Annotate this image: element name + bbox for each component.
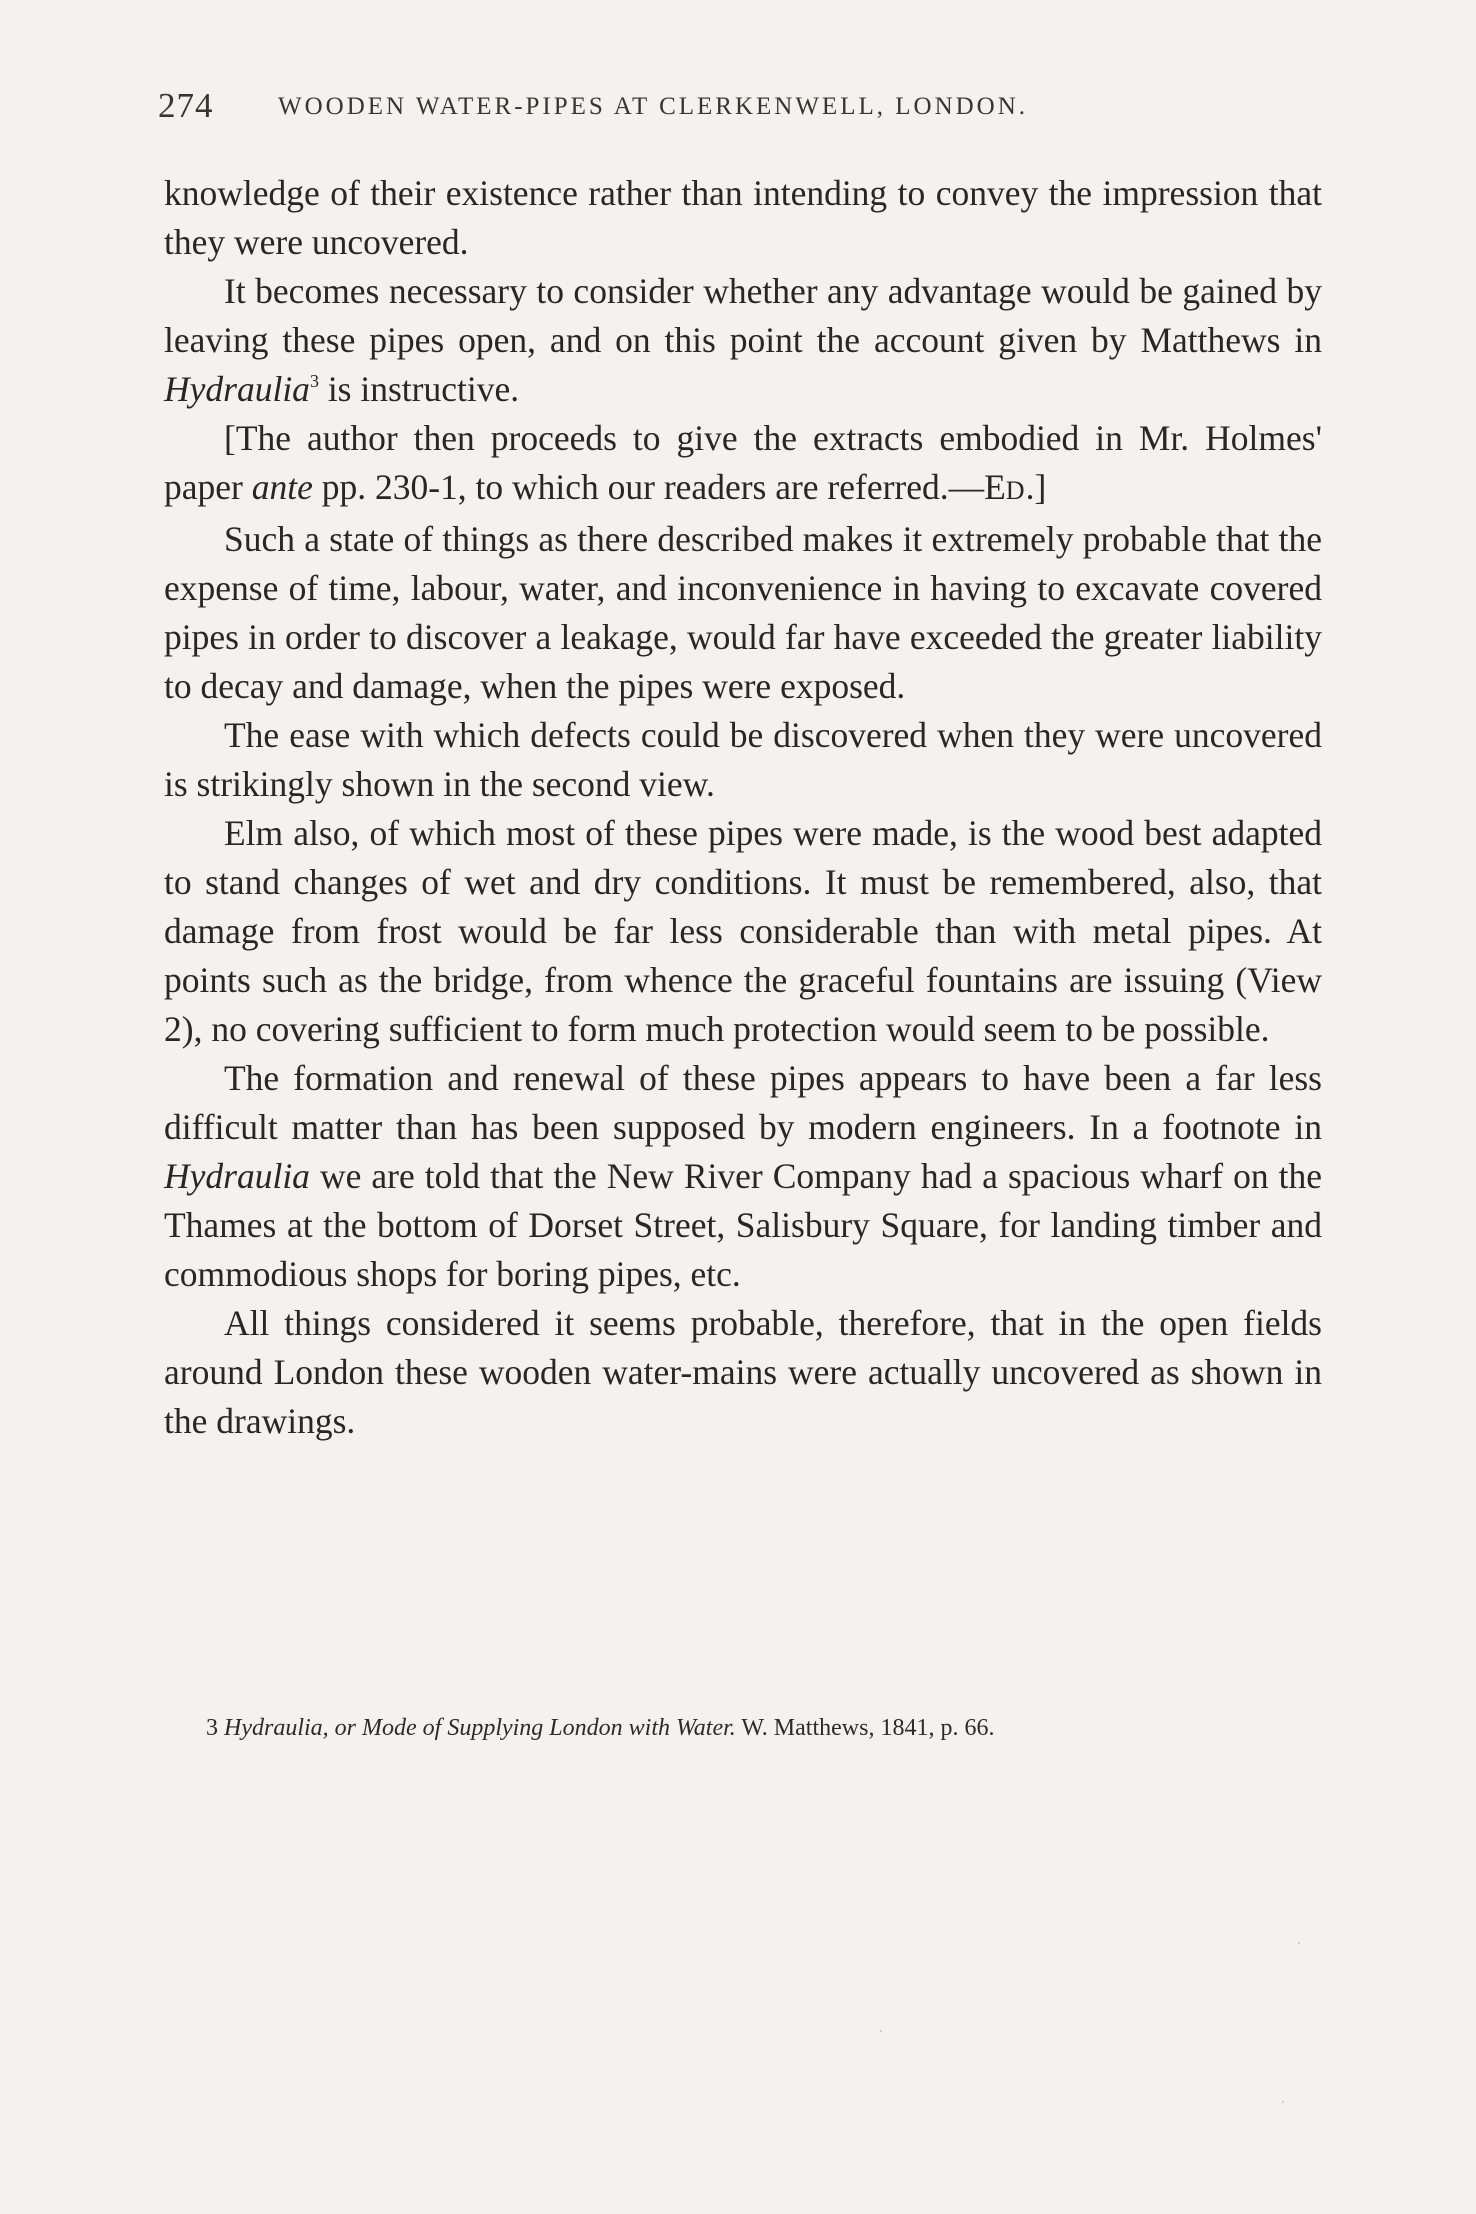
ante-italic: ante [251,467,313,507]
footnote-title: Hydraulia, or Mode of Supplying London with Water. [224,1715,736,1741]
footnote [206,1712,1306,1744]
paper-speck [1298,1942,1300,1944]
page-number: 274 [158,86,214,125]
paper-speck [880,2030,882,2032]
hydraulia-title-2: Hydraulia [164,1156,310,1196]
paragraph-1: knowledge of their existence rather than intending to convey the impression that they were uncovered. [164,173,1322,262]
paragraph-8: All things considered it seems probable, therefore, that in the open fields around London these wooden water-mains were actually uncovered as shown in the drawings. [164,1303,1322,1441]
paper-speck [1282,2101,1284,2103]
paragraph-6: Elm also, of which most of these pipes were made, is the wood best adapted to stand changes of wet and dry conditions. It must be remembered, also, that damage from frost would be far less considerable than with metal pipes. At points such as the bridge, from whence the graceful fountains are issuing (View 2), no covering sufficient to form much protection would seem to be possible. [164,813,1322,1049]
paragraph-3-editorial-note [164,414,1322,515]
paragraph-3-text-c: .] [1025,467,1047,507]
running-head: WOODEN WATER-PIPES AT CLERKENWELL, LONDON. [278,93,1029,120]
paragraph-3-text-a: [The author then proceeds to give the extracts embodied in Mr. Holmes' paper [164,418,1322,507]
paragraph-2-text-a: It becomes necessary to consider whether any advantage would be gained by leaving these pipes open, and on this point the account given by Matthews in [164,271,1322,360]
paragraph-4: Such a state of things as there described makes it extremely probable that the expense of time, labour, water, and inconvenience in having to excavate covered pipes in order to discover a leakage, would far have exceeded the greater liability to decay and damage, when the pipes were exposed. [164,519,1322,706]
paragraph-2 [164,267,1322,414]
page-header [158,86,1318,136]
paragraph-5: The ease with which defects could be discovered when they were uncovered is strikingly shown in the second view. [164,715,1322,804]
paragraph-7-text-a: The formation and renewal of these pipes appears to have been a far less difficult matter than has been supposed by modern engineers. In a footnote in [164,1058,1322,1147]
paragraph-7-text-b: we are told that the New River Company had a spacious wharf on the Thames at the bottom of Dorset Street, Salisbury Square, for landing timber and commodious shops for boring pipes, etc. [164,1156,1322,1294]
footnote-citation: W. Matthews, 1841, p. 66. [741,1715,995,1741]
editor-abbreviation: D [1005,476,1026,505]
paragraph-3-text-b: pp. 230-1, to which our readers are referred.—E [312,467,1006,507]
hydraulia-title: Hydraulia [164,369,310,409]
paragraph-2-text-b: is instructive. [318,369,520,409]
body-text [164,169,1322,1446]
footnote-reference: 3 [309,371,319,391]
footnote-number: 3 [206,1715,218,1741]
paragraph-7 [164,1054,1322,1299]
